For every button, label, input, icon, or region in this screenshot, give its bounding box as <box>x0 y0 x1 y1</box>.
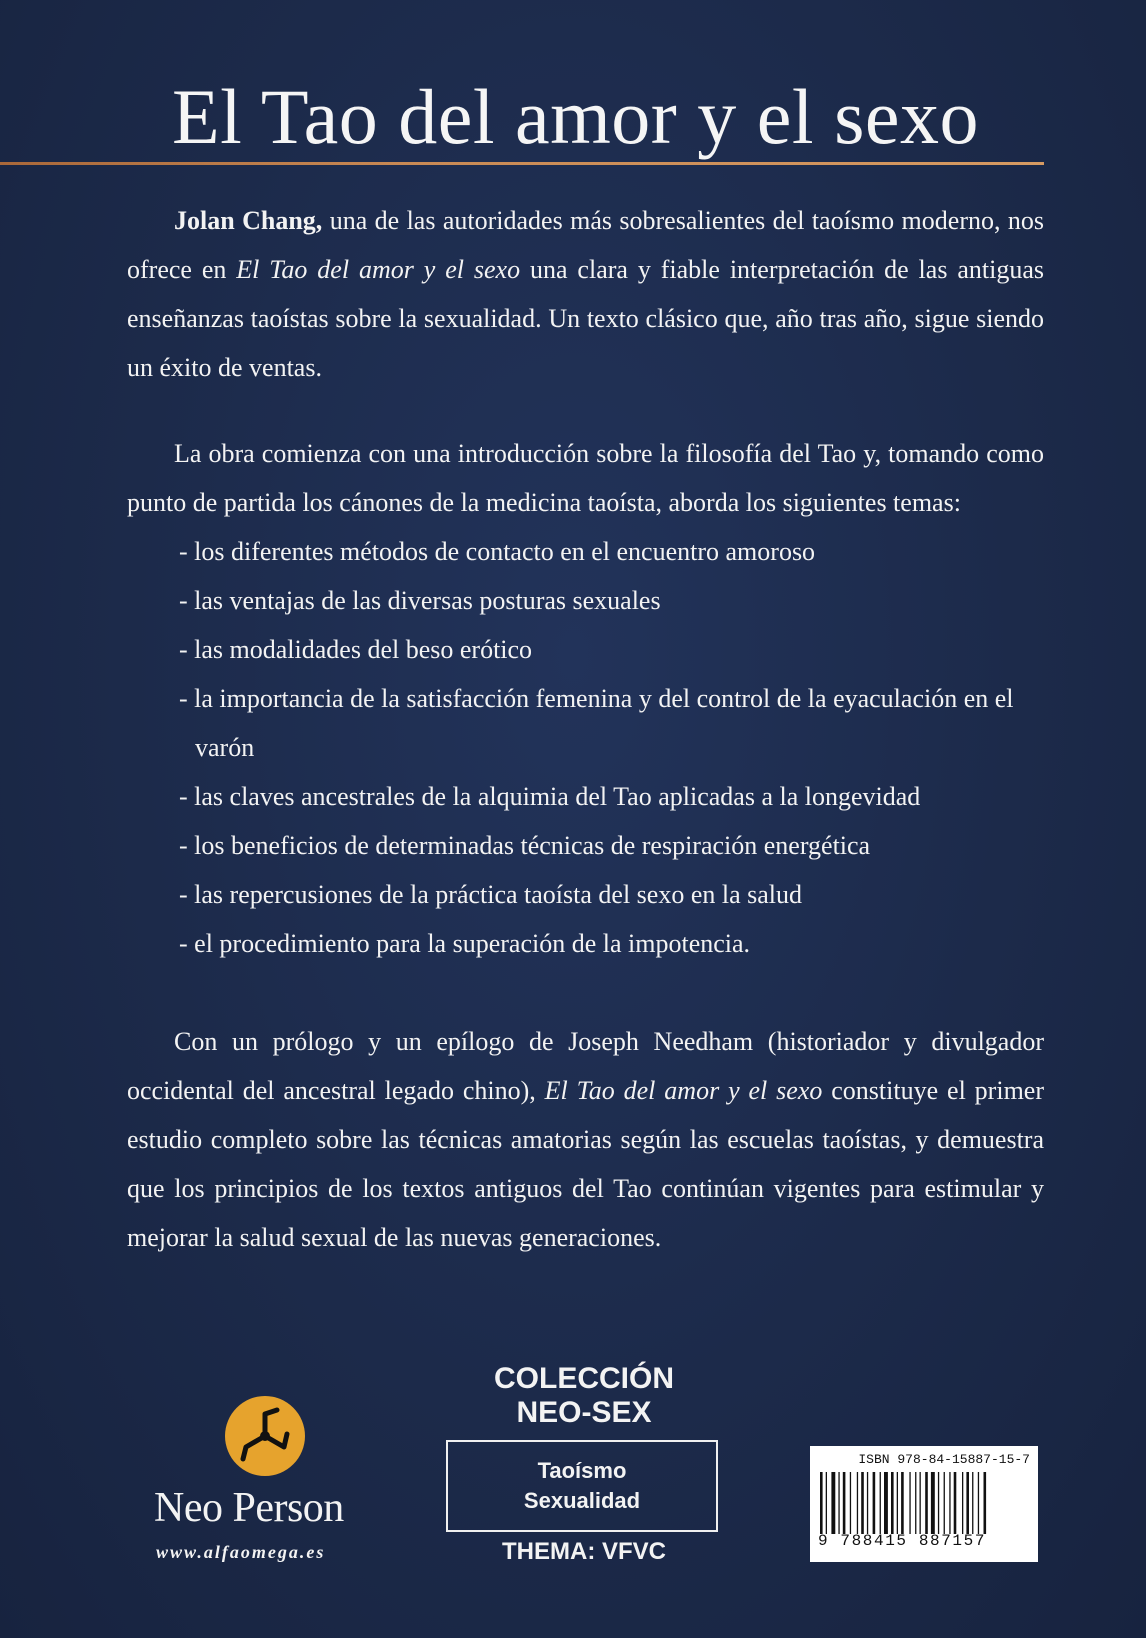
closing-text-a: Con un prólogo y un epílogo de Joseph Needham (historiador y divulgador occidental del ancestral legado chino), <box>127 1027 1044 1105</box>
closing-book-title: El Tao del amor y el sexo <box>544 1076 823 1105</box>
intro-text-b: una clara y fiable interpretación de las antiguas enseñanzas taoístas sobre la sexualidad. Un texto clásico que, año tras año, sigue siendo un éxito de ventas. <box>127 255 1044 382</box>
triskelion-icon <box>225 1396 305 1476</box>
publisher-website: www.alfaomega.es <box>156 1542 326 1562</box>
publisher-name: Neo Person <box>154 1485 344 1531</box>
collection-name <box>446 1362 722 1430</box>
closing-paragraph <box>127 1017 1044 1262</box>
title-divider <box>0 162 1044 165</box>
list-item: - la importancia de la satisfacción femenina y del control de la eyaculación en el varón <box>179 684 1014 762</box>
list-item: - las modalidades del beso erótico <box>179 635 533 664</box>
barcode-bars <box>818 1472 1030 1534</box>
list-item: - las claves ancestrales de la alquimia del Tao aplicadas a la longevidad <box>179 782 921 811</box>
author-name: Jolan Chang, <box>174 206 323 235</box>
barcode-digits: 9 788415 887157 <box>818 1532 987 1550</box>
closing-text-b: constituye el primer estudio completo sobre las técnicas amatorias según las escuelas taoístas, y demuestra que los principios de los textos antiguos del Tao continúan vigentes para estimular y mejorar la salud sexual de las nuevas generaciones. <box>127 1076 1044 1252</box>
book-title: El Tao del amor y el sexo <box>172 73 980 160</box>
intro-paragraph <box>127 196 1044 392</box>
intro-book-title: El Tao del amor y el sexo <box>236 255 521 284</box>
collection-line-2: NEO-SEX <box>516 1396 652 1429</box>
list-item: - los diferentes métodos de contacto en el encuentro amoroso <box>179 537 816 566</box>
topics-intro-paragraph: La obra comienza con una introducción sobre la filosofía del Tao y, tomando como punto de partida los cánones de la medicina taoísta, aborda los siguientes temas: <box>127 439 1044 517</box>
list-item: - los beneficios de determinadas técnicas de respiración energética <box>179 831 871 860</box>
subject-1: Taoísmo <box>537 1458 627 1483</box>
isbn-label: ISBN 978-84-15887-15-7 <box>858 1452 1030 1467</box>
topics-list <box>127 527 1044 968</box>
list-item: - las repercusiones de la práctica taoísta del sexo en la salud <box>179 880 803 909</box>
blurb <box>127 196 1044 1262</box>
isbn-barcode <box>810 1446 1038 1562</box>
list-item: - el procedimiento para la superación de la impotencia. <box>179 929 751 958</box>
intro-text-a: una de las autoridades más sobresalientes del taoísmo moderno, nos ofrece en <box>127 206 1044 284</box>
list-item: - las ventajas de las diversas posturas sexuales <box>179 586 661 615</box>
collection-line-1: COLECCIÓN <box>494 1362 674 1395</box>
thema-code: THEMA: VFVC <box>502 1538 666 1565</box>
subject-2: Sexualidad <box>523 1488 641 1513</box>
subject-box <box>446 1440 718 1532</box>
